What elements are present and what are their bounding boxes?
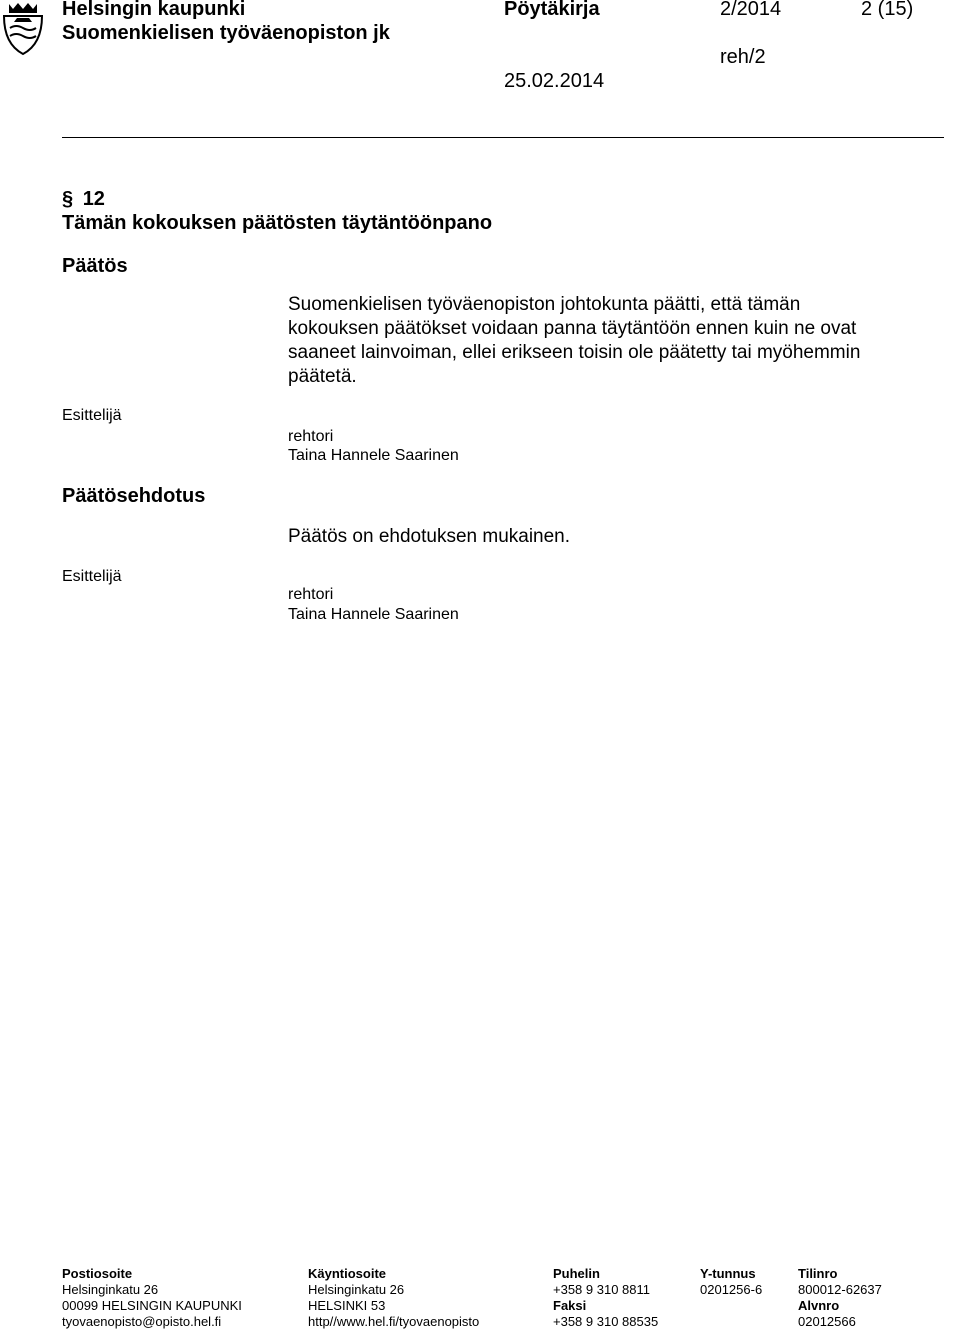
- footer-fax-heading: Faksi: [553, 1298, 587, 1313]
- footer-vat-heading: Alvnro: [798, 1298, 840, 1313]
- document-code: reh/2: [720, 46, 766, 68]
- paragraph-line: kokouksen päätökset voidaan panna täytäntöön ennen kuin ne ovat: [288, 318, 857, 339]
- section-title: Tämän kokouksen päätösten täytäntöönpano: [62, 212, 493, 234]
- footer-vat: 02012566: [798, 1314, 856, 1329]
- paragraph-line: saaneet lainvoiman, ellei erikseen toisin ole päätetty tai myöhemmin: [288, 342, 861, 363]
- presenter-name-2: Taina Hannele Saarinen: [288, 606, 459, 623]
- footer-postal-heading: Postiosoite: [62, 1266, 133, 1281]
- decision-statement: Päätös on ehdotuksen mukainen.: [288, 526, 571, 547]
- helsinki-coat-of-arms-icon: [0, 0, 46, 58]
- decision-paragraph: [288, 293, 938, 389]
- header-divider: [62, 137, 944, 138]
- proposal-label: Päätösehdotus: [62, 485, 206, 507]
- document-number: 2/2014: [720, 0, 782, 20]
- section-symbol: §: [62, 188, 74, 210]
- footer-account-heading: Tilinro: [798, 1266, 838, 1281]
- footer-phone: +358 9 310 8811: [553, 1282, 650, 1297]
- footer-account: 800012-62637: [798, 1282, 882, 1297]
- presenter-role: rehtori: [288, 428, 334, 445]
- section-heading: [62, 187, 105, 211]
- footer-phone-heading: Puhelin: [553, 1266, 600, 1281]
- footer-visit-heading: Käyntiosoite: [308, 1266, 387, 1281]
- footer-postal-line: Helsinginkatu 26: [62, 1282, 159, 1297]
- footer-website: http//www.hel.fi/tyovaenopisto: [308, 1314, 480, 1329]
- footer-business-id-heading: Y-tunnus: [700, 1266, 756, 1281]
- page-number: 2 (15): [861, 0, 914, 20]
- document-date: 25.02.2014: [504, 70, 605, 92]
- footer-visit-line: Helsinginkatu 26: [308, 1282, 405, 1297]
- footer-fax: +358 9 310 88535: [553, 1314, 659, 1329]
- presenter-name: Taina Hannele Saarinen: [288, 447, 459, 464]
- presenter-label-2: Esittelijä: [62, 568, 122, 585]
- presenter-role-2: rehtori: [288, 586, 334, 603]
- paragraph-line: päätetä.: [288, 366, 357, 387]
- organization-name: Helsingin kaupunki: [62, 0, 246, 20]
- unit-name: Suomenkielisen työväenopiston jk: [62, 22, 390, 44]
- section-number: 12: [82, 188, 105, 210]
- footer-email: tyovaenopisto@opisto.hel.fi: [62, 1314, 222, 1329]
- document-type: Pöytäkirja: [504, 0, 600, 20]
- footer-postal-line: 00099 HELSINGIN KAUPUNKI: [62, 1298, 242, 1313]
- footer-business-id: 0201256-6: [700, 1282, 763, 1297]
- footer-visit-line: HELSINKI 53: [308, 1298, 386, 1313]
- presenter-label: Esittelijä: [62, 407, 122, 424]
- decision-label: Päätös: [62, 255, 128, 277]
- paragraph-line: Suomenkielisen työväenopiston johtokunta päätti, että tämän: [288, 294, 801, 315]
